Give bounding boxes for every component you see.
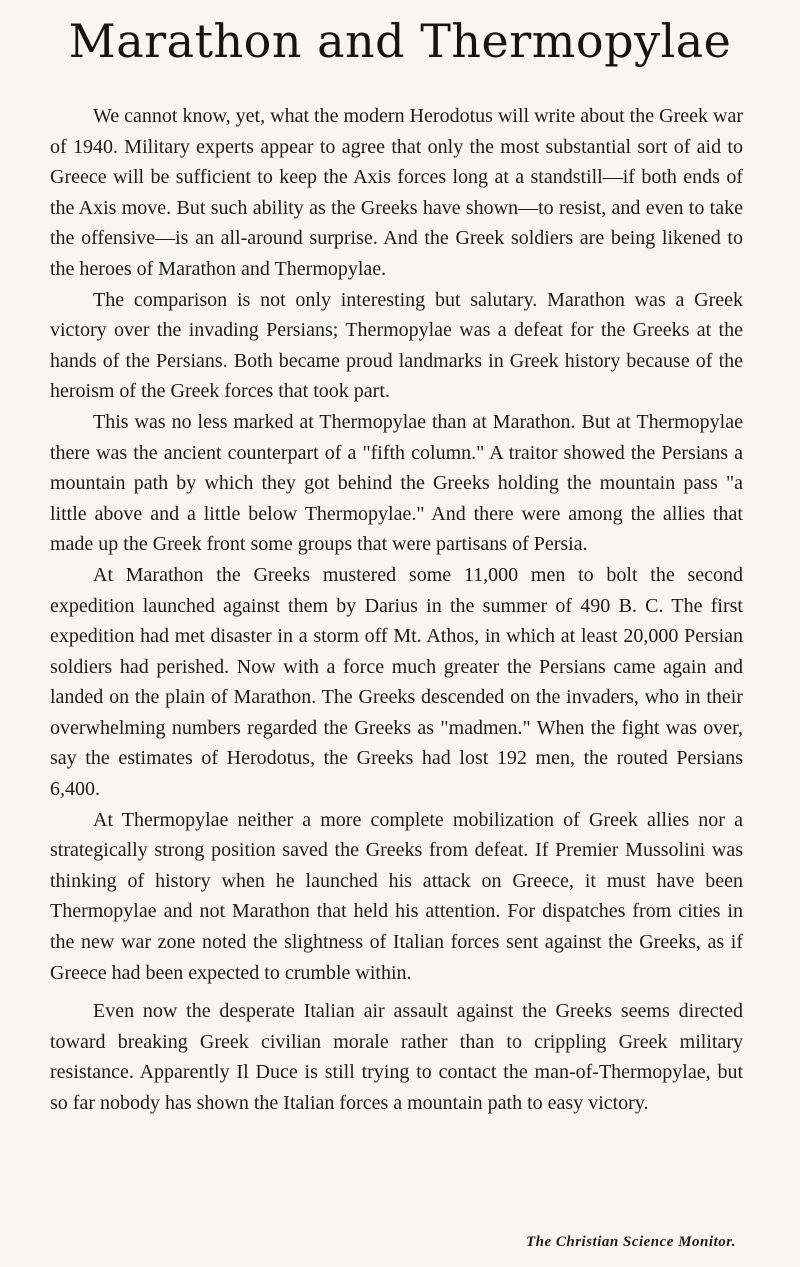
paragraph-3: This was no less marked at Thermopylae than at Marathon. But at Thermopylae there was the ancient counterpart of a "fifth column." A traitor showed the Persians a mountain path by which they got behind the Greeks holding the mountain pass "a little above and a little below Thermopylae." And there were among the allies that made up the Greek front some groups that were partisans of Persia.: [50, 410, 743, 556]
source-attribution: The Christian Science Monitor.: [525, 1234, 736, 1250]
paragraph-4: At Marathon the Greeks mustered some 11,000 men to bolt the second expedition launched against them by Darius in the summer of 490 B. C. The first expedition had met disaster in a storm off Mt. Athos, in which at least 20,000 Persian soldiers had perished. Now with a force much greater the Persians came again and landed on the plain of Marathon. The Greeks descended on the invaders, who in their overwhelming numbers regarded the Greeks as "madmen." When the fight was over, say the estimates of Herodotus, the Greeks had lost 192 men, the routed Persians 6,400.: [50, 563, 743, 801]
paragraph-6: Even now the desperate Italian air assault against the Greeks seems directed toward breaking Greek civilian morale rather than to crippling Greek military resistance. Apparently Il Duce is still trying to contact the man-of-Thermopylae, but so far nobody has shown the Italian forces a mountain path to easy victory.: [50, 1000, 743, 1114]
paragraph-2: The comparison is not only interesting but salutary. Marathon was a Greek victory over the invading Persians; Thermopylae was a defeat for the Greeks at the hands of the Persians. Both became proud landmarks in Greek history because of the heroism of the Greek forces that took part.: [50, 288, 743, 403]
paragraph-5: At Thermopylae neither a more complete mobilization of Greek allies nor a strategically strong position saved the Greeks from defeat. If Premier Mussolini was thinking of history when he launched his attack on Greece, it must have been Thermopylae and not Marathon that held his attention. For dispatches from cities in the new war zone noted the slightness of Italian forces sent against the Greeks, as if Greece had been expected to crumble within.: [50, 808, 743, 984]
paragraph-1: We cannot know, yet, what the modern Herodotus will write about the Greek war of 1940. Military experts appear to agree that only the most substantial sort of aid to Greece will be sufficient to keep the Axis forces long at a standstill—if both ends of the Axis move. But such ability as the Greeks have shown—to resist, and even to take the offensive—is an all-around surprise. And the Greek soldiers are being likened to the heroes of Marathon and Thermopylae.: [50, 105, 743, 280]
page-title: Marathon and Thermopylae: [68, 14, 732, 68]
article-body: [50, 101, 743, 1119]
